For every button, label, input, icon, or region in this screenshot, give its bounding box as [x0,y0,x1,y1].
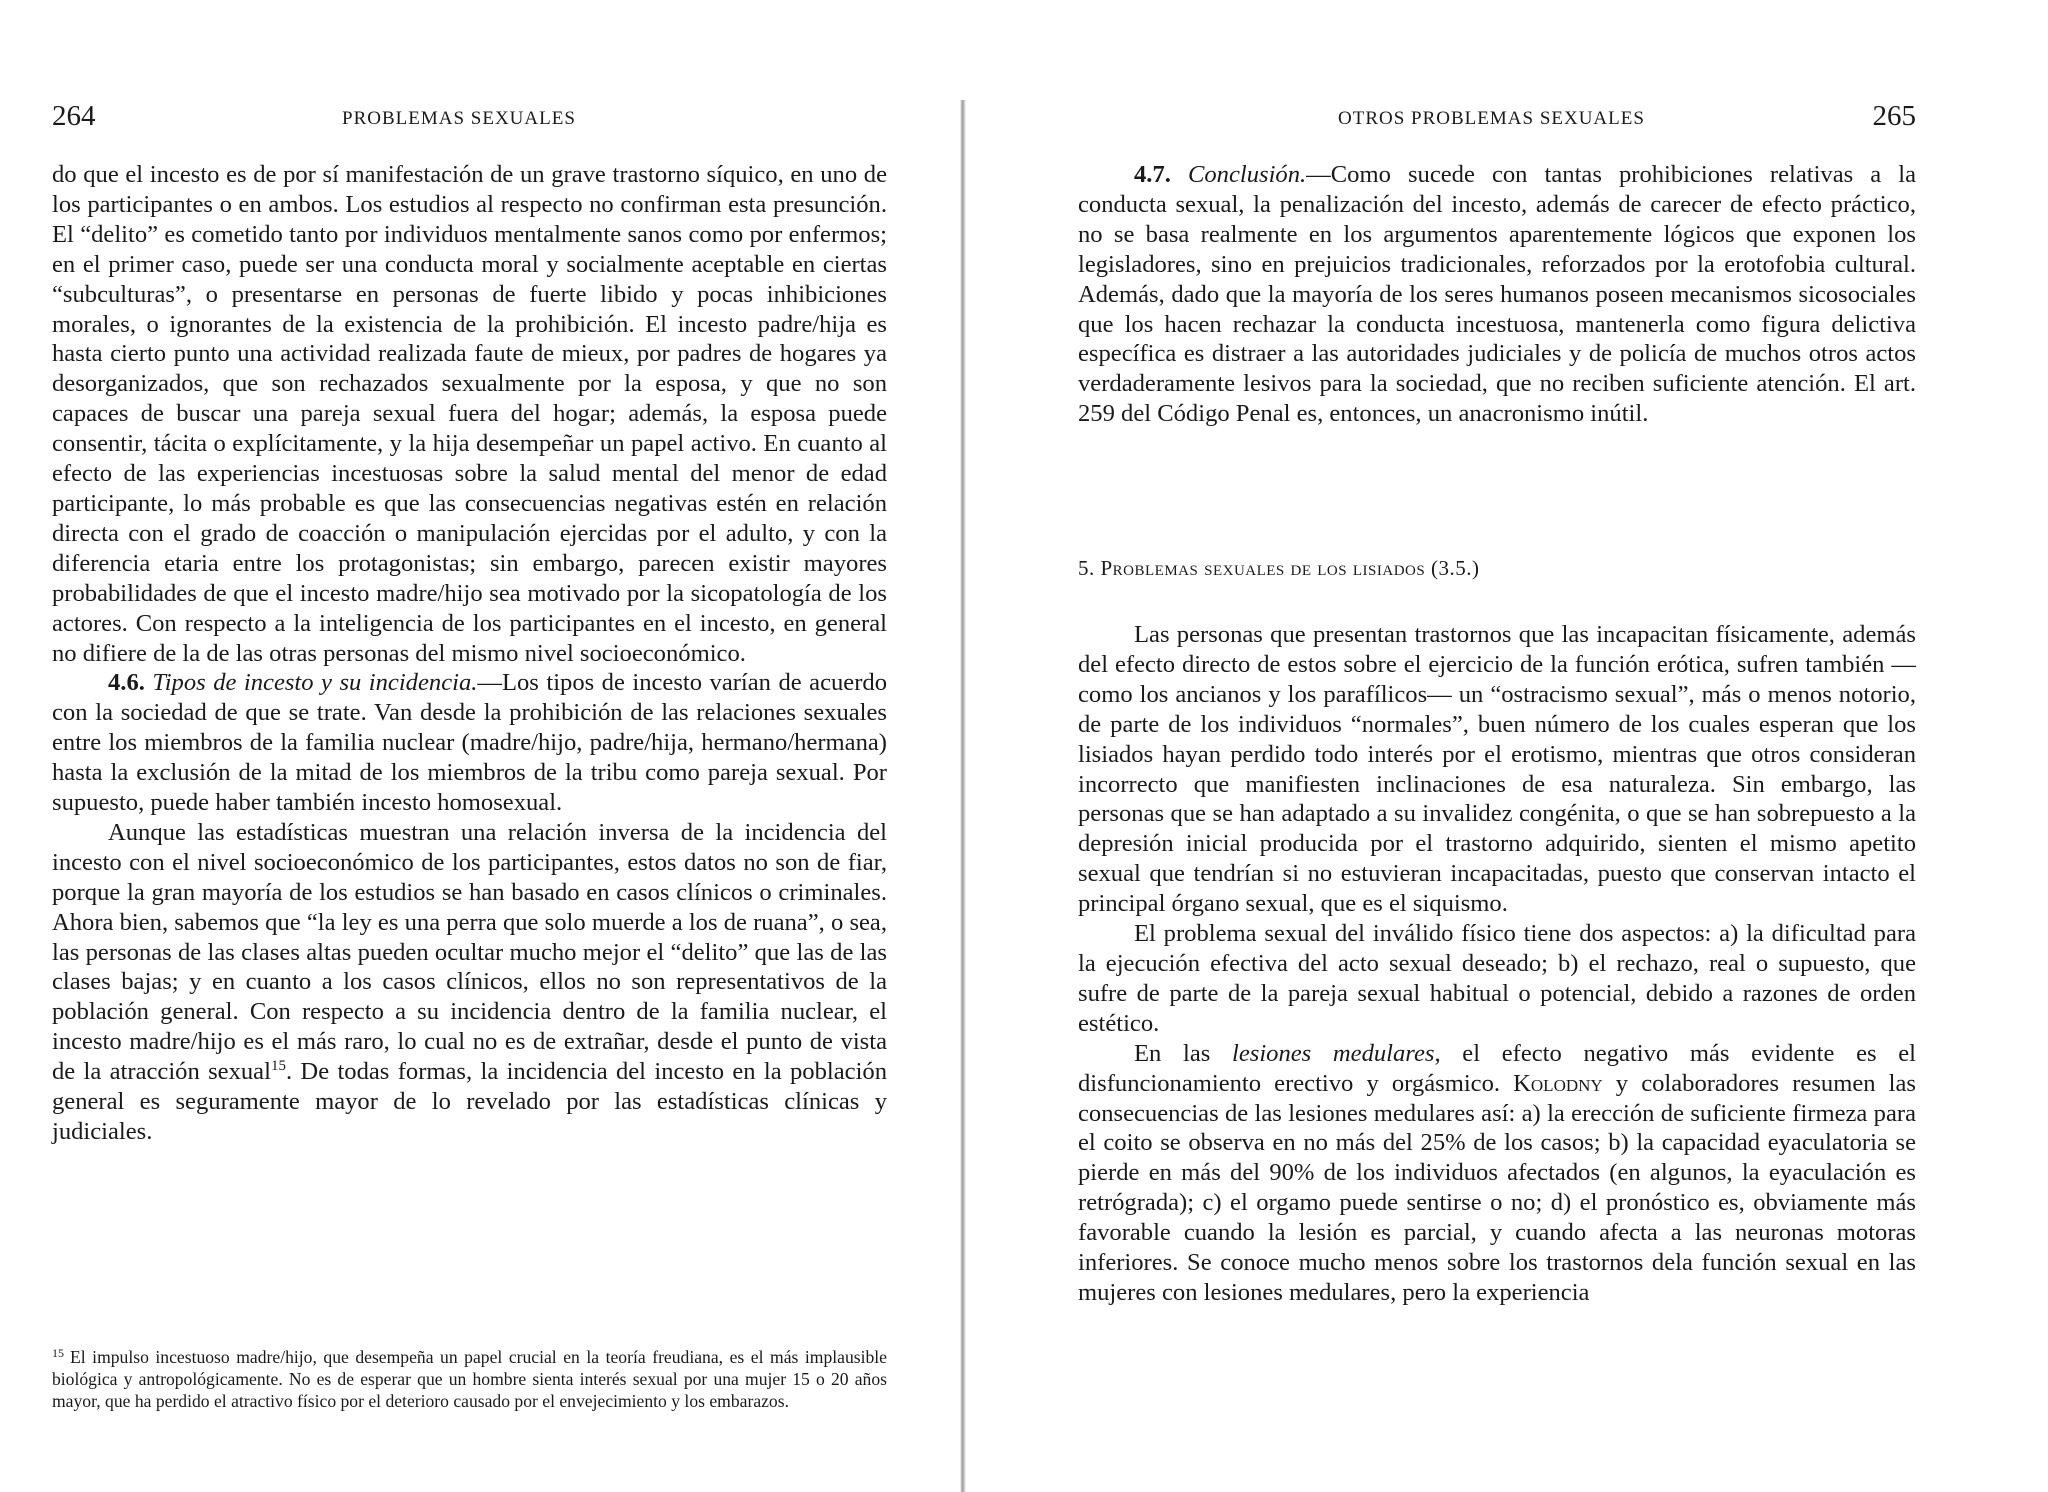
footnote-ref: 15 [270,1058,286,1075]
paragraph: Aunque las estadísticas muestran una relación inversa de la incidencia del incesto con el nivel socioeconómico de los participantes, estos datos no son de fiar, porque la gran mayoría de los estudios se han basado en casos clínicos o criminales. Ahora bien, sabemos que “la ley es una perra que solo muerde a los de ruana”, o sea, las personas de las clases altas pueden ocultar mucho mejor el “delito” que las de las clases bajas; y en cuanto a los casos clínicos, ellos no son representativos de la población general. Con respecto a su incidencia dentro de la familia nuclear, el incesto madre/hijo es el más raro, lo cual no es de extrañar, desde el punto de vista de la atracción sexual$^{15}$. De todas formas, la incidencia del incesto en la población general es seguramente mayor de lo revelado por las estadísticas clínicas y judiciales. [52,818,887,1145]
author-name: Kolodny [1513,1069,1603,1097]
section-number: 4.6. [108,669,145,697]
book-gutter [960,100,966,1492]
paragraph: En las lesiones medulares, el efecto negativo más evidente es el disfuncionamiento erectivo y orgásmico. Kolodny y colaboradores resumen las consecuencias de las lesiones medulares así: a) la erección de suficiente firmeza para el coito se observa en no más del 25% de los casos; b) la capacidad eyaculatoria se pierde en más del 90% de los individuos afectados (en algunos, la eyaculación es retrógrada); c) el orgamo puede sentirse o no; d) el pronóstico es, obviamente más favorable cuando la lesión es parcial, y cuando afecta a las neuronas motoras inferiores. Se conoce mucho menos sobre los trastornos dela función sexual en las mujeres con lesiones medulares, pero la experiencia [1078,1039,1916,1306]
right-body-text-top [1078,160,1916,429]
section-4-6 [52,668,887,818]
running-head: OTROS PROBLEMAS SEXUALES [1338,108,1645,129]
left-body-text [52,160,887,1147]
paragraph: do que el incesto es de por sí manifestación de un grave trastorno síquico, en uno de los participantes o en ambos. Los estudios al respecto no confirman esta presunción. El “delito” es cometido tanto por individuos mentalmente sanos como por enfermos; en el primer caso, puede ser una conducta moral y socialmente aceptable en ciertas “subculturas”, o presentarse en personas de fuerte libido y pocas inhibiciones morales, o ignorantes de la existencia de la prohibición. El incesto padre/hija es hasta cierto punto una actividad realizada faute de mieux, por padres de hogares ya desorganizados, que son rechazados sexualmente por la esposa, y que no son capaces de buscar una pareja sexual fuera del hogar; además, la esposa puede consentir, tácita o explícitamente, y la hija desempeñar un papel activo. En cuanto al efecto de las experiencias incestuosas sobre la salud mental del menor de edad participante, lo más probable es que las consecuencias negativas estén en relación directa con el grado de coacción o manipulación ejercidas por el adulto, y con la diferencia etaria entre los protagonistas; sin embargo, parecen existir mayores probabilidades de que el incesto madre/hijo sea motivado por la sicopatología de los actores. Con respecto a la inteligencia de los participantes en el incesto, en general no difiere de la de las otras personas del mismo nivel socioeconómico. [52,161,887,667]
footnote-mark: 15 [52,1346,64,1360]
section-title: Conclusión. [1187,161,1307,188]
footnote [52,1342,887,1412]
right-page [1078,0,1916,1492]
section-text: —Los tipos de incesto varían de acuerdo con la sociedad de que se trate. Van desde la prohibición de las relaciones sexuales entre los miembros de la familia nuclear (madre/hijo, padre/hija, hermano/hermana) hasta la exclusión de la mitad de los miembros de la tribu como pareja sexual. Por supuesto, puede haber también incesto homosexual. [52,669,887,817]
right-page-header [1078,100,1916,140]
right-body-text-bottom [1078,620,1916,1308]
paragraph: El problema sexual del inválido físico tiene dos aspectos: a) la dificultad para la ejecución efectiva del acto sexual deseado; b) el rechazo, real o supuesto, que sufre de parte de la pareja sexual habitual o potencial, debido a razones de orden estético. [1078,920,1916,1037]
section-number: 4.7. [1134,161,1171,188]
section-4-7 [1078,160,1916,429]
running-head: PROBLEMAS SEXUALES [342,108,576,129]
page-number: 265 [1872,100,1916,132]
section-5-heading: 5. Problemas sexuales de los lisiados (3.5.) [1078,556,1480,580]
section-title: Tipos de incesto y su incidencia. [152,669,478,697]
section-text: —Como sucede con tantas prohibiciones relativas a la conducta sexual, la penalización del incesto, además de carecer de efecto práctico, no se basa realmente en los argumentos aparentemente lógicos que exponen los legisladores, sino en prejuicios tradicionales, reforzados por la erotofobia cultural. Además, dado que la mayoría de los seres humanos poseen mecanismos sicosociales que los hacen rechazar la conducta incestuosa, mantenerla como figura delictiva específica es distraer a las autoridades judiciales y de policía de muchos otros actos verdaderamente lesivos para la sociedad, que no reciben suficiente atención. El art. 259 del Código Penal es, entonces, un anacronismo inútil. [1078,161,1917,428]
page-number: 264 [52,100,96,132]
footnote-text: El impulso incestuoso madre/hijo, que desempeña un papel crucial en la teoría freudiana, es el más implausible biológica y antropológicamente. No es de esperar que un hombre sienta interés sexual por una mujer 15 o 20 años mayor, que ha perdido el atractivo físico por el deterioro causado por el envejecimiento y los embarazos. [52,1347,887,1411]
paragraph: Las personas que presentan trastornos que las incapacitan físicamente, además del efecto directo de estos sobre el ejercicio de la función erótica, sufren también —como los ancianos y los parafílicos— un “ostracismo sexual”, más o menos notorio, de parte de los individuos “normales”, buen número de los cuales esperan que los lisiados hayan perdido todo interés por el erotismo, mientras que otros consideran incorrecto que manifiesten inclinaciones de esa naturaleza. Sin embargo, las personas que se han adaptado a su invalidez congénita, o que se han sobrepuesto a la depresión inicial producida por el trastorno adquirido, sienten el mismo apetito sexual que tendrían si no estuvieran incapacitadas, puesto que conservan intacto el principal órgano sexual, que es el siquismo. [1078,621,1916,918]
left-page [52,0,887,1492]
left-page-header [52,100,887,140]
